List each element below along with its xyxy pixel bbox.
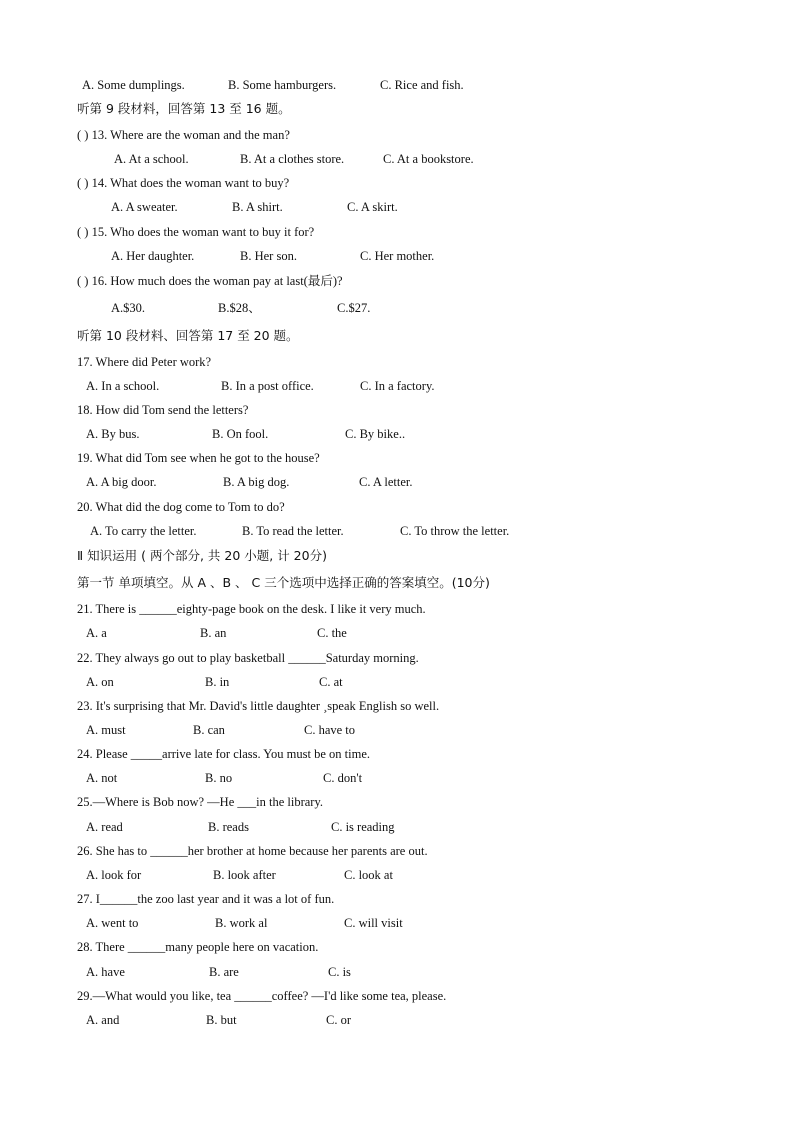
q27-option-a: A. went to (86, 916, 139, 930)
q21-option-c: C. the (317, 626, 347, 640)
section1-header: 第一节 单项填空。从 A 、B 、 C 三个选项中选择正确的答案填空。(10分) (77, 575, 490, 590)
q12-option-b: B. Some hamburgers. (228, 78, 337, 92)
q12-option-a: A. Some dumplings. (82, 78, 185, 92)
q15-option-c: C. Her mother. (360, 249, 435, 263)
q24-stem: 24. Please _____arrive late for class. You must be on time. (77, 747, 371, 761)
q19-option-c: C. A letter. (359, 475, 413, 489)
q19-option-b: B. A big dog. (223, 475, 290, 489)
q29-stem: 29.—What would you like, tea ______coffee? —I'd like some tea, please. (77, 989, 447, 1003)
q22-option-b: B. in (205, 675, 230, 689)
q13-option-c: C. At a bookstore. (383, 152, 474, 166)
q18-option-a: A. By bus. (86, 427, 140, 441)
part2-header: Ⅱ 知识运用 ( 两个部分, 共 20 小题, 计 20分) (77, 548, 327, 563)
q27-option-b: B. work al (215, 916, 268, 930)
q13-option-a: A. At a school. (114, 152, 189, 166)
q18-stem: 18. How did Tom send the letters? (77, 403, 249, 417)
q28-option-a: A. have (86, 965, 125, 979)
q21-option-a: A. a (86, 626, 107, 640)
q29-option-b: B. but (206, 1013, 237, 1027)
q29-option-a: A. and (86, 1013, 120, 1027)
q17-option-c: C. In a factory. (360, 379, 435, 393)
q14-stem: ( ) 14. What does the woman want to buy? (77, 176, 290, 190)
q16-option-b: B.$28、 (218, 301, 261, 315)
q20-option-a: A. To carry the letter. (90, 524, 197, 538)
q16-stem: ( ) 16. How much does the woman pay at last(最后)? (77, 274, 343, 288)
q18-option-c: C. By bike.. (345, 427, 406, 441)
q29-option-c: C. or (326, 1013, 351, 1027)
q28-option-c: C. is (328, 965, 351, 979)
section9-header: 听第 9 段材料，回答第 13 至 16 题。 (77, 101, 291, 116)
q28-option-b: B. are (209, 965, 239, 979)
q27-option-c: C. will visit (344, 916, 403, 930)
q15-option-a: A. Her daughter. (111, 249, 195, 263)
q26-stem: 26. She has to ______her brother at home because her parents are out. (77, 844, 428, 858)
q17-option-b: B. In a post office. (221, 379, 314, 393)
q13-option-b: B. At a clothes store. (240, 152, 345, 166)
q22-stem: 22. They always go out to play basketball ______Saturday morning. (77, 651, 419, 665)
q25-option-c: C. is reading (331, 820, 395, 834)
q14-option-a: A. A sweater. (111, 200, 178, 214)
q13-stem: ( ) 13. Where are the woman and the man? (77, 128, 290, 142)
q12-option-c: C. Rice and fish. (380, 78, 464, 92)
q27-stem: 27. I______the zoo last year and it was a lot of fun. (77, 892, 335, 906)
q18-option-b: B. On fool. (212, 427, 269, 441)
q20-stem: 20. What did the dog come to Tom to do? (77, 500, 285, 514)
q28-stem: 28. There ______many people here on vacation. (77, 940, 319, 954)
q20-option-b: B. To read the letter. (242, 524, 344, 538)
q22-option-c: C. at (319, 675, 343, 689)
q21-stem: 21. There is ______eighty-page book on the desk. I like it very much. (77, 602, 426, 616)
q17-stem: 17. Where did Peter work? (77, 355, 212, 369)
q19-option-a: A. A big door. (86, 475, 157, 489)
q14-option-b: B. A shirt. (232, 200, 283, 214)
q24-option-c: C. don't (323, 771, 363, 785)
section10-header: 听第 10 段材料、回答第 17 至 20 题。 (77, 328, 299, 343)
q26-option-c: C. look at (344, 868, 393, 882)
q15-option-b: B. Her son. (240, 249, 297, 263)
q16-option-a: A.$30. (111, 301, 146, 315)
q23-stem: 23. It's surprising that Mr. David's little daughter ¸speak English so well. (77, 699, 440, 713)
q24-option-a: A. not (86, 771, 118, 785)
q14-option-c: C. A skirt. (347, 200, 398, 214)
q19-stem: 19. What did Tom see when he got to the house? (77, 451, 320, 465)
q21-option-b: B. an (200, 626, 227, 640)
q15-stem: ( ) 15. Who does the woman want to buy it for? (77, 225, 315, 239)
q23-option-c: C. have to (304, 723, 356, 737)
q25-option-a: A. read (86, 820, 123, 834)
q25-stem: 25.—Where is Bob now? —He ___in the library. (77, 795, 324, 809)
q26-option-b: B. look after (213, 868, 276, 882)
q23-option-a: A. must (86, 723, 126, 737)
q26-option-a: A. look for (86, 868, 142, 882)
q25-option-b: B. reads (208, 820, 249, 834)
q17-option-a: A. In a school. (86, 379, 160, 393)
q22-option-a: A. on (86, 675, 114, 689)
q24-option-b: B. no (205, 771, 233, 785)
q16-option-c: C.$27. (337, 301, 371, 315)
q20-option-c: C. To throw the letter. (400, 524, 510, 538)
q23-option-b: B. can (193, 723, 225, 737)
